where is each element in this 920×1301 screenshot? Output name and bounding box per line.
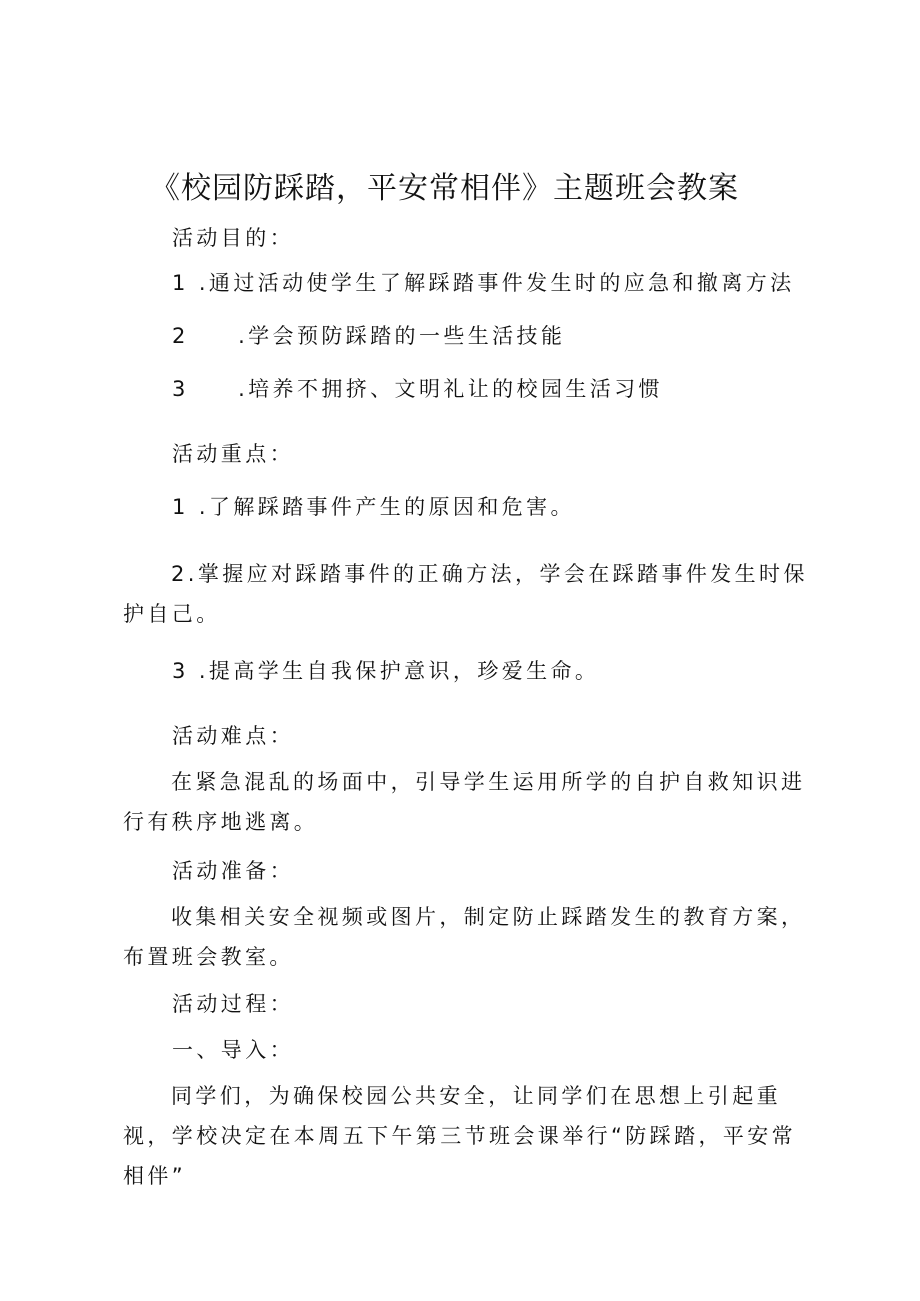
goal-item-3 xyxy=(172,373,663,403)
focus-number: 3 xyxy=(172,659,189,683)
focus-text: .提高学生自我保护意识，珍爱生命。 xyxy=(198,659,600,683)
goal-text: .通过活动使学生了解踩踏事件发生时的应急和撤离方法 xyxy=(198,271,795,295)
document-title: 《校园防踩踏，平安常相伴》主题班会教案 xyxy=(150,171,739,206)
difficulty-paragraph: 在紧急混乱的场面中，引导学生运用所学的自护自救知识进行有秩序地逃离。 xyxy=(123,770,806,834)
focus-number: 1 xyxy=(172,495,189,519)
goal-number: 1 xyxy=(172,271,189,295)
goal-text: .学会预防踩踏的一些生活技能 xyxy=(238,324,566,348)
focus-item-1 xyxy=(172,491,575,521)
intro-heading: 一、导入： xyxy=(172,1038,294,1062)
focus-item-2 xyxy=(123,554,813,634)
goal-item-1 xyxy=(172,267,795,297)
focus-item-3 xyxy=(172,655,599,685)
prep-paragraph: 收集相关安全视频或图片，制定防止踩踏发生的教育方案，布置班会教室。 xyxy=(123,905,806,969)
intro-paragraph: 同学们，为确保校园公共安全，让同学们在思想上引起重视，学校决定在本周五下午第三节班会课举行“防踩踏，平安常相伴” xyxy=(123,1084,797,1188)
goal-number: 3 xyxy=(172,377,189,401)
difficulty-heading: 活动难点： xyxy=(172,724,294,748)
focus-number: 2 xyxy=(171,562,188,586)
goals-heading: 活动目的： xyxy=(172,226,294,250)
focus-text: .了解踩踏事件产生的原因和危害。 xyxy=(198,495,575,519)
focus-heading: 活动重点： xyxy=(172,442,294,466)
prep-heading: 活动准备： xyxy=(172,859,294,883)
process-heading: 活动过程： xyxy=(172,992,294,1016)
goal-item-2 xyxy=(172,320,565,350)
goal-text: .培养不拥挤、文明礼让的校园生活习惯 xyxy=(238,377,663,401)
focus-text: .掌握应对踩踏事件的正确方法，学会在踩踏事件发生时保护自己。 xyxy=(123,562,808,626)
goal-number: 2 xyxy=(172,324,189,348)
